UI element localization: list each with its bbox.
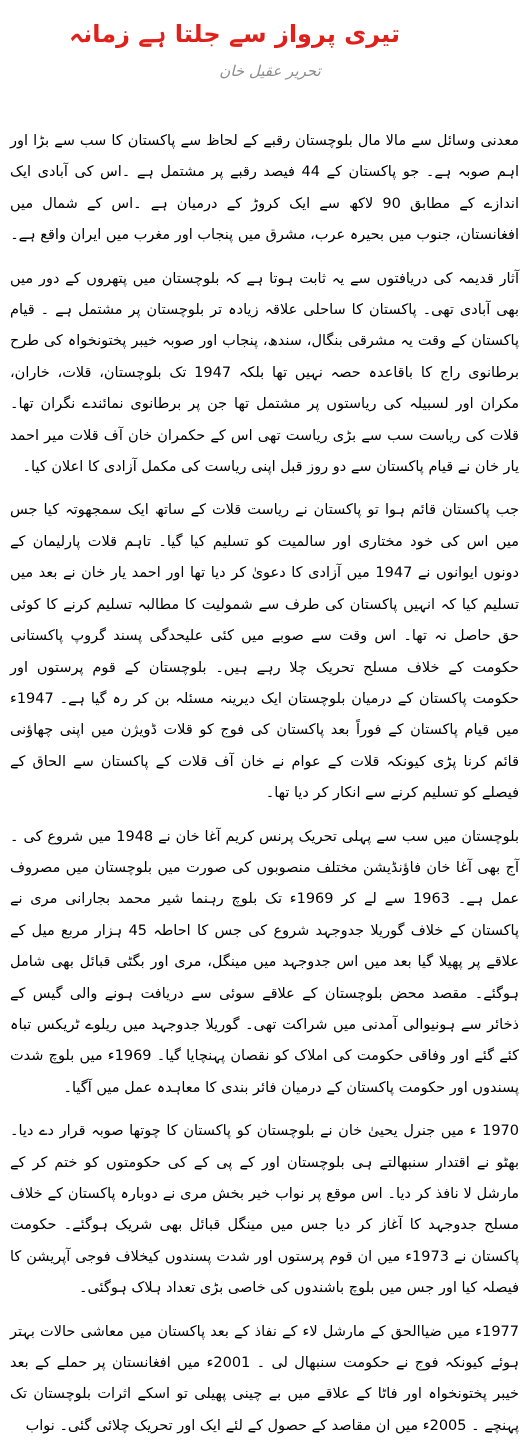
paragraph-6: 1977ء میں ضیاالحق کے مارشل لاء کے نفاذ کے بعد پاکستان میں معاشی حالات بہتر ہوئے کیونکہ فوج نے حکومت سنبھال لی ۔ 2001ء میں افغانستان پر حملے کے بعد خیبر پختونخواہ اور فاٹا کے علاقے میں بے چینی پھیلی تو اسکے اثرات بلوچستان تک پہنچے ۔ 2005ء میں ان مقاصد کے حصول کے لئے ایک اور تحریک چلائی گئی۔ نواب bbox=[10, 1323, 519, 1434]
paragraph-5: 1970 ء میں جنرل یحییٰ خان نے بلوچستان کو پاکستان کا چوتھا صوبہ قرار دے دیا۔ بھٹو نے اقتدار سنبھالتے ہی بلوچستان اور کے پی کے کی حکومتوں کو ختم کر کے مارشل لا نافذ کر دیا۔ اس موقع پر نواب خیر بخش مری نے دوبارہ پاکستان کے خلاف مسلح جدوجہد کا آغاز کر دیا جس میں مینگل قبائل بھی شریک ہوگئے۔ حکومت پاکستان نے 1973ء میں ان قوم پرستوں اور شدت پسندوں کیخلاف فوجی آپریشن کا فیصلہ کیا اور جس میں بلوچ باشندوں کی خاصی بڑی تعداد ہلاک ہوگئی۔ bbox=[10, 1123, 520, 1297]
article-title: تیری پرواز سے جلتا ہے زمانہ bbox=[69, 20, 400, 48]
paragraph-4: بلوچستان میں سب سے پہلی تحریک پرنس کریم آغا خان نے 1948 میں شروع کی ۔آج بھی آغا خان فاؤنڈیشن مختلف منصوبوں کی صورت میں بلوچستان میں مصروف عمل ہے۔ 1963 سے لے کر 1969ء تک بلوچ رہنما شیر محمد بجارانی مری نے پاکستان کے خلاف گوریلا جدوجہد شروع کی جس کا احاطہ 45 ہزار مربع میل کے علاقے پر پھیلا گیا بعد میں اس جدوجہد میں مینگل، مری اور بگٹی قبائل بھی شامل ہوگئے۔ مقصد محض بلوچستان کے علاقے سوئی سے دریافت ہونے والی گیس کے ذخائر سے ہونیوالی آمدنی میں شراکت تھی۔ گوریلا جدوجہد میں ریلوے ٹریکس تباہ کئے گئے اور وفاقی حکومت کی املاک کو نقصان پہنچایا گیا۔ 1969ء میں بلوچ شدت پسندوں اور حکومت پاکستان کے درمیان فائر بندی کا معاہدہ عمل میں آگیا۔ bbox=[10, 828, 519, 1096]
paragraph-2: آثار قدیمہ کی دریافتوں سے یہ ثابت ہوتا ہے کہ بلوچستان میں پتھروں کے دور میں بھی آبادی تھی۔ پاکستان کا ساحلی علاقہ زیادہ تر بلوچستان پر مشتمل ہے ۔ قیام پاکستان کے وقت یہ مشرقی بنگال، سندھ، پنجاب اور صوبہ خیبر پختونخواہ کی طرح برطانوی راج کا باقاعدہ حصہ نہیں تھا بلکہ 1947 تک بلوچستان، قلات، خاران، مکران اور لسبیلہ کی ریاستوں پر مشتمل تھا جن پر برطانوی نمائندے نگران تھا۔ قلات کی ریاست سب سے بڑی ریاست تھی اس کے حکمران خان آف قلات میر احمد یار خان نے قیام پاکستان سے دو روز قبل اپنی ریاست کی مکمل آزادی کا اعلان کیا۔ bbox=[10, 270, 519, 476]
article-body bbox=[10, 126, 519, 1454]
paragraph-1: معدنی وسائل سے مالا مال بلوچستان رقبے کے لحاظ سے پاکستان کا سب سے بڑا اور اہم صوبہ ہے۔ جو پاکستان کے 44 فیصد رقبے پر مشتمل ہے ۔اس کی آبادی ایک اندازے کے مطابق 90 لاکھ سے ایک کروڑ کے درمیان ہے ۔اس کے شمال میں افغانستان، جنوب میں بحیرہ عرب، مشرق میں پنجاب اور مغرب میں ایران واقع ہے۔ bbox=[10, 133, 519, 244]
paragraph-3: جب پاکستان قائم ہوا تو پاکستان نے ریاست قلات کے ساتھ ایک سمجھوتہ کیا جس میں اس کی خود مختاری اور سالمیت کو تسلیم کیا گیا۔ تاہم قلات پارلیمان کے دونوں ایوانوں نے 1947 میں آزادی کا دعویٰ کر دیا تھا اور احمد یار خان نے بعد میں تسلیم کیا کہ انہیں پاکستان کی طرف سے شمولیت کا مطالبہ تسلیم کرنے کا کوئی حق حاصل نہ تھا۔ اس وقت سے صوبے میں کئی علیحدگی پسند گروپ پاکستانی حکومت کے خلاف مسلح تحریک چلا رہے ہیں۔ بلوچستان کے قوم پرستوں اور حکومت پاکستان کے درمیان بلوچستان ایک دیرینہ مسئلہ بن کر رہ گیا ہے۔ 1947ء میں قیام پاکستان کے فوراً بعد پاکستان کی فوج کو قلات ڈویژن میں اپنی چھاؤنی قائم کرنا پڑی کیونکہ قلات کے عوام نے خان آف قلات کے پاکستان سے الحاق کے فیصلے کو تسلیم کرنے سے انکار کر دیا تھا۔ bbox=[10, 502, 519, 802]
author-byline: تحریر عقیل خان bbox=[219, 62, 321, 80]
